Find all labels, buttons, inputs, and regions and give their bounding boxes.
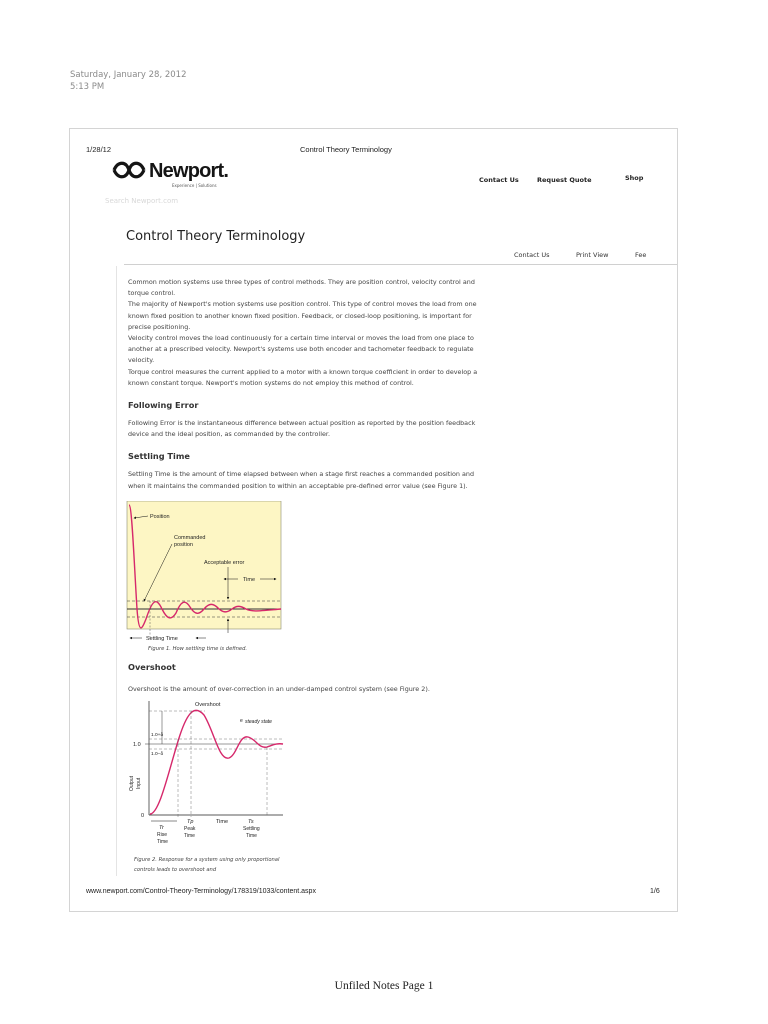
note-time: 5:13 PM [70,82,105,92]
intro-paragraph-3: Velocity control moves the load continuously for a certain time interval or moves the load from one place to another at a prescribed velocity. Newport's systems use both encoder and tachometer feedback to regulate velocity. [128,334,474,365]
figure-1-label-commanded-position: position [174,542,193,548]
figure-2-label-plus-delta: 1.0+δ [151,733,164,738]
logo-wordmark: Newport. [149,160,229,182]
figure-1-label-position: Position [150,514,170,520]
figure-2-label-minus-delta: 1.0−δ [151,752,164,757]
figure-2-label-peak: Peak [184,826,196,832]
figure-2-response-curve [150,710,283,814]
print-footer-page: 1/6 [650,888,660,895]
figure-2-label-tp: Tp [187,819,194,825]
subnav-print-view[interactable]: Print View [576,251,609,259]
nav-request-quote[interactable]: Request Quote [537,176,592,184]
print-title: Control Theory Terminology [300,145,392,154]
following-error-heading: Following Error [128,400,199,411]
figure-2-label-steady-state: steady state [245,719,272,725]
content-border [116,266,117,876]
figure-2-label-settling-time: Time [246,833,257,839]
figure-1-label-time: Time [243,577,256,583]
figure-2-label-rise-time: Time [157,839,168,845]
figure-1-label-settling: Settling Time [146,636,178,642]
nav-shop[interactable]: Shop [625,174,644,182]
figure-2-ylabel-input: Input [136,777,142,789]
figure-2-label-time: Time [216,819,229,825]
overshoot-text: Overshoot is the amount of over-correction in an under-damped control system (see Figure 2). [128,685,430,693]
subnav-feedback[interactable]: Fee [635,251,647,259]
figure-1-settling-diagram [126,501,282,648]
figure-2-label-peak-time: Time [184,833,195,839]
figure-2-label-overshoot: Overshoot [195,702,221,708]
figure-2-label-rise: Rise [157,832,168,838]
figure-2-overshoot-diagram [125,695,285,855]
overshoot-heading: Overshoot [128,662,176,672]
header-divider [124,264,677,265]
figure-2-label-one: 1.0 [133,742,141,748]
figure-1-label-error: Acceptable error [204,560,245,566]
article-body [128,277,488,492]
figure-2-ylabel-output: Output [129,775,135,791]
print-date: 1/28/12 [86,145,112,154]
logo-tagline: Experience | Solutions [172,183,217,188]
figure-2-label-ts: Ts [248,819,254,825]
following-error-text: Following Error is the instantaneous difference between actual position as reported by the position feedback device and the ideal position, as commanded by the controller. [128,419,476,439]
nav-contact-us[interactable]: Contact Us [479,176,519,184]
figure-2-label-zero: 0 [141,813,145,819]
figure-2-caption: Figure 2. Response for a system using only proportional controls leads to overshoot and [134,857,280,873]
figure-2-label-tr: Tr [159,825,164,831]
search-input[interactable]: Search Newport.com [105,197,179,205]
intro-paragraph-1: Common motion systems use three types of control methods. They are position control, velocity control and torque control. [128,278,475,298]
settling-time-text: Settling Time is the amount of time elapsed between when a stage first reaches a commanded position and when it maintains the commanded position to within an acceptable pre-defined error value (see Figure 1). [128,470,475,490]
figure-1-label-commanded: Commanded [174,535,206,541]
newport-logo[interactable] [112,159,242,189]
subnav-contact-us[interactable]: Contact Us [514,251,550,259]
settling-time-heading: Settling Time [128,451,190,462]
figure-1-caption: Figure 1. How settling time is defined. [148,646,248,652]
newport-swoosh-icon [112,159,146,181]
intro-paragraph-2: The majority of Newport's motion systems use position control. This type of control moves the load from one known fixed position to another known fixed position. Feedback, or closed-loop positioning, is important for precise positioning. [128,300,477,331]
page-title: Control Theory Terminology [126,229,306,244]
note-date: Saturday, January 28, 2012 [70,70,187,80]
figure-2-label-settling: Settling [243,826,260,832]
printed-page [69,128,678,912]
notebook-page-footer: Unfiled Notes Page 1 [334,980,434,992]
figure-2-label-steady-e: e [240,718,243,724]
intro-paragraph-4: Torque control measures the current applied to a motor with a known torque coefficient in order to develop a known constant torque. Newport's motion systems do not employ this method of control. [128,367,478,387]
print-footer-url: www.newport.com/Control-Theory-Terminology/178319/1033/content.aspx [86,888,316,895]
